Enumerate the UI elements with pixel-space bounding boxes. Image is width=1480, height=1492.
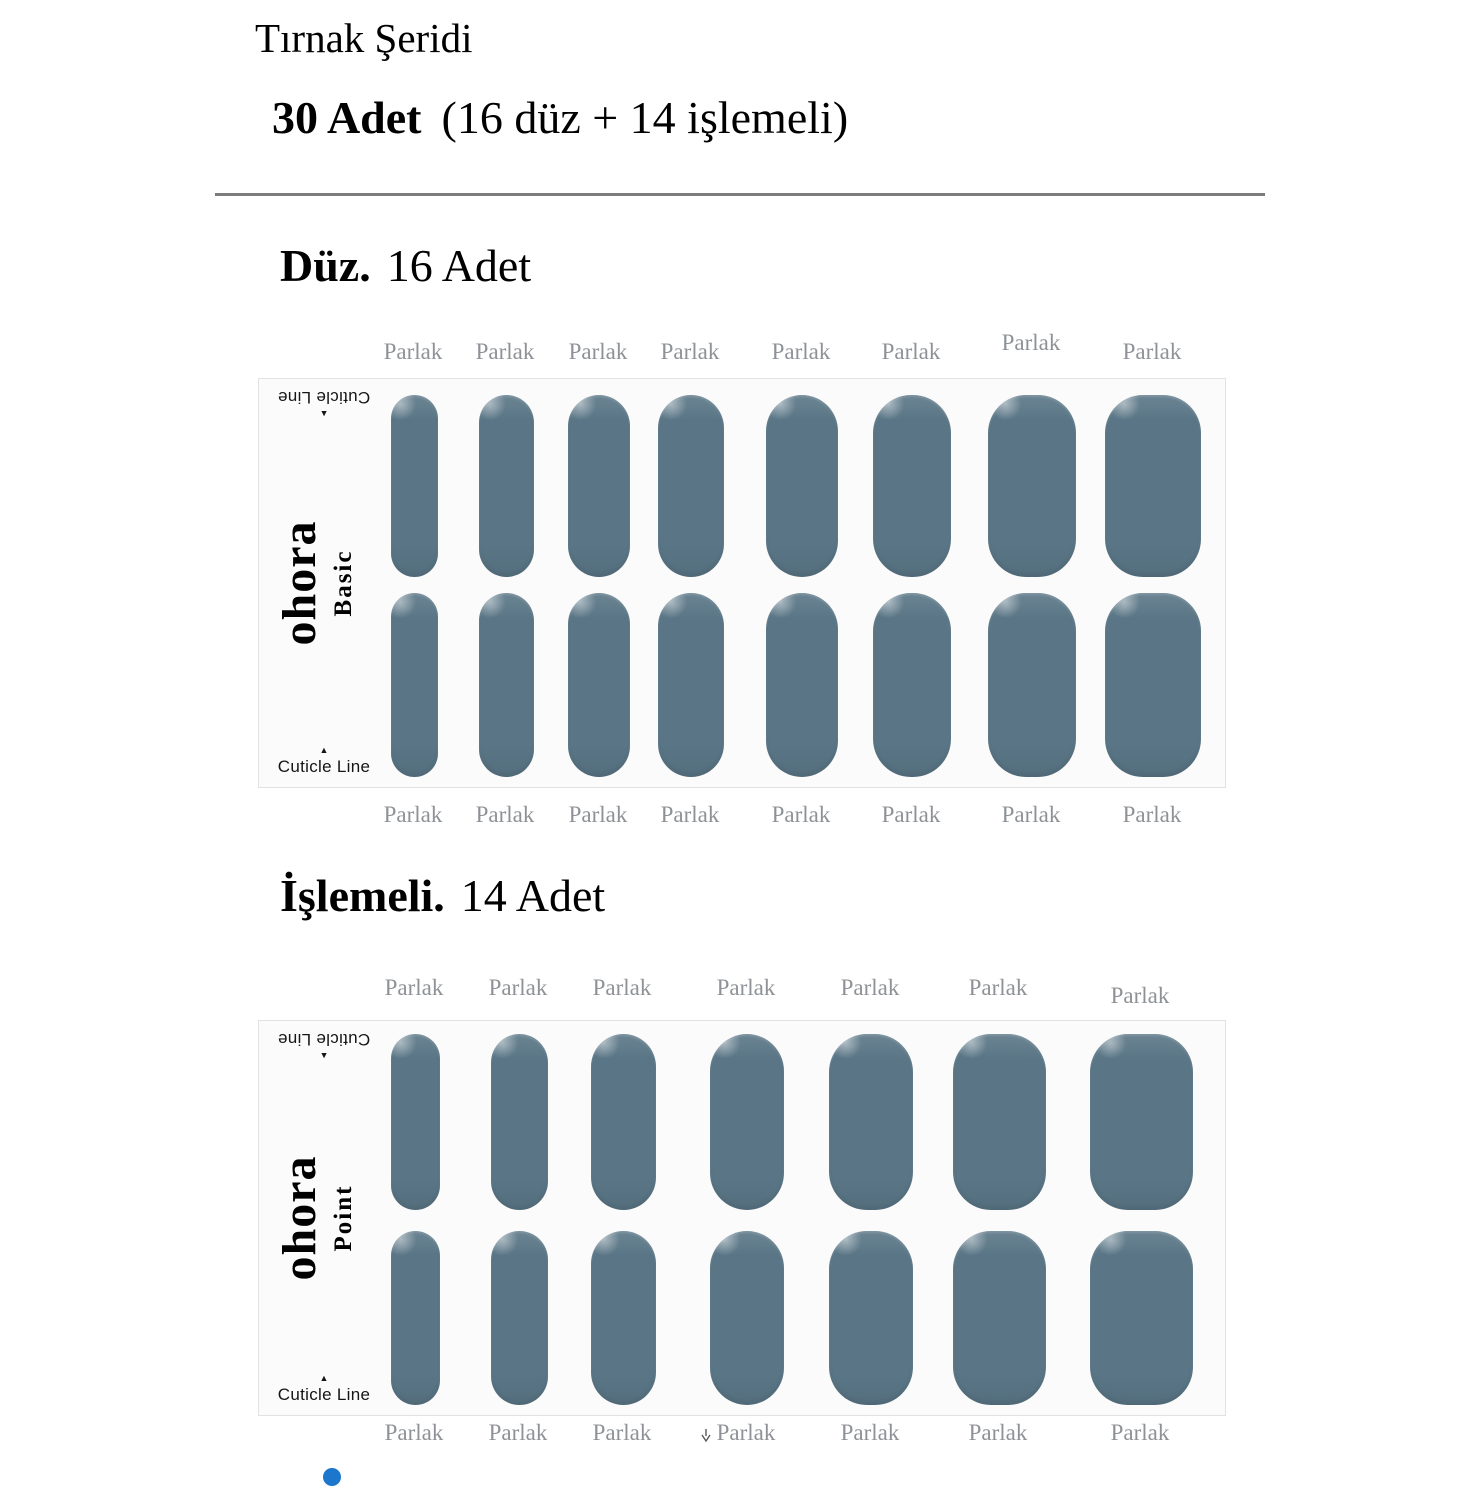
cuticle-line-text: Cuticle Line <box>277 757 371 776</box>
nail-shape <box>591 1231 656 1405</box>
section-heading-type: Düz. <box>280 240 371 291</box>
nail-shape <box>491 1034 548 1210</box>
triangle-icon: ▲ <box>319 1373 329 1383</box>
nail-shape <box>953 1231 1046 1405</box>
cuticle-line-label-top <box>265 1029 383 1060</box>
nail-shape <box>710 1034 784 1210</box>
brand-logo <box>273 463 366 703</box>
triangle-icon: ▲ <box>319 409 329 419</box>
finish-label-top: Parlak <box>384 975 444 1000</box>
finish-label-bottom: Parlak <box>592 1420 652 1445</box>
nail-shape <box>658 395 724 577</box>
finish-label-top: Parlak <box>840 975 900 1000</box>
cuticle-line-text: Cuticle Line <box>277 1385 371 1404</box>
nail-sheet-point <box>258 1020 1226 1416</box>
nail-shape <box>766 593 838 777</box>
nail-shape <box>873 593 951 777</box>
finish-label-bottom: Parlak <box>716 1420 776 1445</box>
triangle-icon: ▲ <box>319 745 329 755</box>
finish-label-bottom: Parlak <box>660 802 720 827</box>
brand-logo <box>273 1098 366 1338</box>
finish-label-bottom: Parlak <box>771 802 831 827</box>
finish-label-top: Parlak <box>1001 330 1061 355</box>
finish-label-bottom: Parlak <box>384 1420 444 1445</box>
finish-label-bottom: Parlak <box>1001 802 1061 827</box>
finish-label-top: Parlak <box>716 975 776 1000</box>
nail-shape <box>1090 1231 1193 1405</box>
brand-variant: Point <box>330 1184 357 1252</box>
nail-shape <box>479 593 534 777</box>
finish-label-bottom: Parlak <box>488 1420 548 1445</box>
piece-count-breakdown: (16 düz + 14 işlemeli) <box>441 92 849 143</box>
piece-count-total: 30 Adet <box>272 92 422 143</box>
section-heading-count: 14 Adet <box>460 870 606 921</box>
divider <box>215 193 1265 196</box>
brand-name: ohora <box>273 1155 326 1281</box>
finish-label-top: Parlak <box>881 339 941 364</box>
piece-count <box>272 90 848 145</box>
finish-label-bottom: Parlak <box>568 802 628 827</box>
nail-shape <box>1105 593 1201 777</box>
finish-label-top: Parlak <box>1110 983 1170 1008</box>
nail-shape <box>491 1231 548 1405</box>
finish-label-bottom: Parlak <box>968 1420 1028 1445</box>
nail-shape <box>829 1034 913 1210</box>
cursor-icon <box>697 1427 715 1447</box>
pagination-dot[interactable] <box>323 1468 341 1486</box>
cuticle-line-label-top <box>265 387 383 418</box>
nail-shape <box>479 395 534 577</box>
nail-shape <box>988 395 1076 577</box>
nail-shape <box>391 593 438 777</box>
cuticle-line-label-bottom <box>265 746 383 777</box>
triangle-icon: ▲ <box>319 1051 329 1061</box>
cuticle-line-label-bottom <box>265 1374 383 1405</box>
nail-shape <box>1090 1034 1193 1210</box>
nail-sheet-basic <box>258 378 1226 788</box>
brand-variant: Basic <box>330 549 357 617</box>
nail-shape <box>391 395 438 577</box>
cuticle-line-text: Cuticle Line <box>277 1030 371 1049</box>
finish-label-top: Parlak <box>592 975 652 1000</box>
nail-shape <box>591 1034 656 1210</box>
nail-shape <box>391 1231 440 1405</box>
cuticle-line-text: Cuticle Line <box>277 388 371 407</box>
finish-label-top: Parlak <box>475 339 535 364</box>
nail-shape <box>1105 395 1201 577</box>
nail-shape <box>766 395 838 577</box>
finish-label-bottom: Parlak <box>383 802 443 827</box>
finish-label-bottom: Parlak <box>1110 1420 1170 1445</box>
nail-shape <box>873 395 951 577</box>
nail-shape <box>710 1231 784 1405</box>
finish-label-top: Parlak <box>1122 339 1182 364</box>
finish-label-top: Parlak <box>488 975 548 1000</box>
finish-label-top: Parlak <box>383 339 443 364</box>
nail-shape <box>568 593 630 777</box>
finish-label-top: Parlak <box>660 339 720 364</box>
brand-name: ohora <box>273 520 326 646</box>
nail-shape <box>988 593 1076 777</box>
nail-shape <box>568 395 630 577</box>
finish-label-top: Parlak <box>968 975 1028 1000</box>
section-heading-point <box>280 868 605 923</box>
nail-shape <box>658 593 724 777</box>
nail-shape <box>391 1034 440 1210</box>
finish-label-bottom: Parlak <box>881 802 941 827</box>
finish-label-bottom: Parlak <box>475 802 535 827</box>
section-heading-basic <box>280 238 531 293</box>
page-title: Tırnak Şeridi <box>255 15 473 61</box>
section-heading-type: İşlemeli. <box>280 870 445 921</box>
finish-label-bottom: Parlak <box>840 1420 900 1445</box>
nail-shape <box>953 1034 1046 1210</box>
finish-label-bottom: Parlak <box>1122 802 1182 827</box>
nail-shape <box>829 1231 913 1405</box>
finish-label-top: Parlak <box>568 339 628 364</box>
finish-label-top: Parlak <box>771 339 831 364</box>
section-heading-count: 16 Adet <box>386 240 532 291</box>
